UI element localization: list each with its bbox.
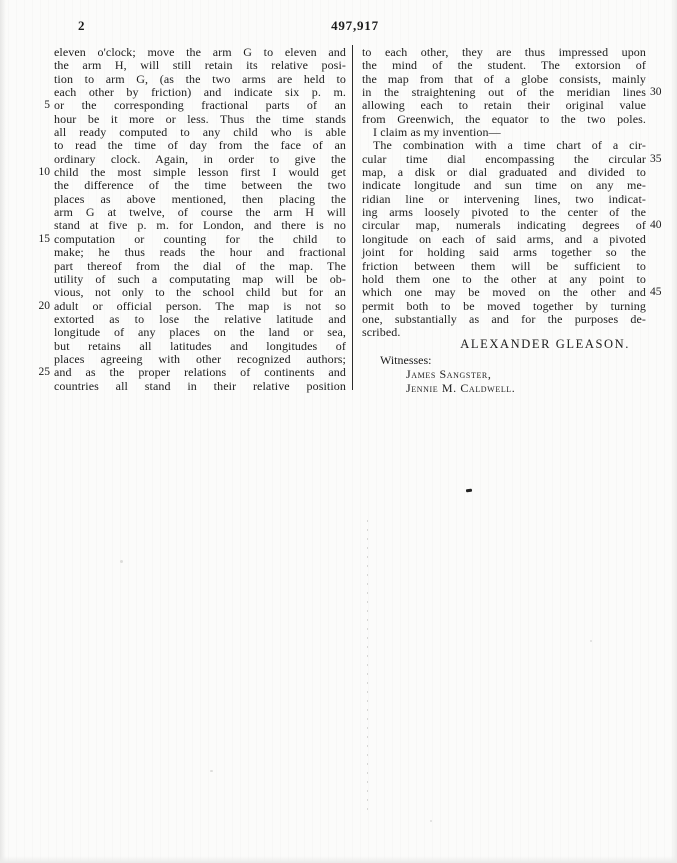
line-text: the arm H, will still retain its relative posi- <box>54 58 346 73</box>
line-text: tion to arm G, (as the two arms are held to <box>54 71 346 86</box>
text-line <box>38 165 346 180</box>
text-line <box>362 73 646 86</box>
line-text: the difference of the time between the two <box>54 178 346 193</box>
signature-block <box>362 337 646 395</box>
left-column <box>38 45 346 393</box>
text-line <box>54 206 346 219</box>
line-number: 25 <box>38 366 50 379</box>
text-line <box>362 46 646 59</box>
line-text: ordinary clock. Again, in order to give the <box>54 151 346 166</box>
text-line <box>362 151 662 166</box>
line-text: but retains all latitudes and longitudes of <box>54 338 346 353</box>
line-text: arm G at twelve, of course the arm H will <box>54 205 346 220</box>
inventor-signature: ALEXANDER GLEASON. <box>460 337 630 351</box>
line-text: ing arms loosely pivoted to the center of the <box>362 205 646 220</box>
text-line <box>38 231 346 246</box>
line-text: hold them one to the other at any point to <box>362 271 646 286</box>
line-text: cular time dial encompassing the circular <box>362 151 646 166</box>
text-line <box>362 193 646 206</box>
text-line <box>54 246 346 259</box>
scan-dust <box>430 820 432 822</box>
patent-number: 497,917 <box>331 18 379 33</box>
text-line <box>362 206 646 219</box>
line-text: countries all stand in their relative position <box>54 378 346 393</box>
line-number: 40 <box>650 219 662 232</box>
line-text: make; he thus reads the hour and fractional <box>54 245 346 260</box>
line-text: map, a disk or dial graduated and divided to <box>362 165 646 180</box>
witnesses-label: Witnesses: <box>380 353 432 367</box>
scan-dust <box>590 640 592 642</box>
right-column <box>362 45 662 340</box>
text-line <box>54 340 346 353</box>
line-text: the mind of the student. The extorsion of <box>362 58 646 73</box>
line-number: 30 <box>650 86 662 99</box>
text-line <box>54 273 346 286</box>
text-line <box>54 326 346 339</box>
witness-name: Jennie M. Caldwell. <box>406 380 516 395</box>
text-line <box>54 59 346 72</box>
text-line <box>362 260 646 273</box>
text-line <box>54 219 346 232</box>
text-line <box>44 98 346 113</box>
line-text: and as the proper relations of continents and <box>54 365 346 380</box>
scan-edge-left <box>0 0 6 863</box>
text-line <box>54 86 346 99</box>
line-text: computation or counting for the child to <box>54 231 346 246</box>
line-text: in the straightening out of the meridian lines <box>362 85 646 100</box>
line-text: one, substantially as and for the purposes de- <box>362 311 646 326</box>
scan-edge-right <box>671 0 677 863</box>
line-text: eleven o'clock; move the arm G to eleven and <box>54 45 346 59</box>
text-line <box>362 285 662 300</box>
scan-dust <box>120 560 123 563</box>
line-text: child the most simple lesson first I would get <box>54 165 346 180</box>
line-text: the map from that of a globe consists, mainly <box>362 71 646 86</box>
text-line <box>54 139 346 152</box>
text-line <box>362 113 646 126</box>
line-text: places as above mentioned, then placing the <box>54 191 346 206</box>
text-line <box>38 365 346 380</box>
text-line <box>362 99 646 112</box>
line-text: hour be it more or less. Thus the time stands <box>54 111 346 126</box>
line-number: 15 <box>38 232 50 245</box>
line-text: vious, not only to the school child but for an <box>54 285 346 300</box>
text-line <box>54 260 346 273</box>
line-text: longitude on each of said arms, and a pivoted <box>362 231 646 246</box>
line-text: to each other, they are thus impressed upon <box>362 45 646 59</box>
line-number: 20 <box>38 299 50 312</box>
text-line <box>362 246 646 259</box>
line-text: all ready computed to any child who is able <box>54 125 346 140</box>
line-text: or the corresponding fractional parts of an <box>54 98 346 113</box>
line-text: extorted as to lose the relative latitude and <box>54 311 346 326</box>
line-text: part thereof from the dial of the map. The <box>54 258 346 273</box>
scan-dust <box>210 770 213 772</box>
text-line <box>54 46 346 59</box>
line-number: 45 <box>650 286 662 299</box>
line-text: joint for holding said arms together so the <box>362 245 646 260</box>
line-text: indicate longitude and sun time on any me- <box>362 178 646 193</box>
page-number: 2 <box>78 18 85 33</box>
text-line <box>54 353 346 366</box>
line-number: 5 <box>44 99 50 112</box>
line-text: from Greenwich, the equator to the two poles. <box>362 111 646 126</box>
line-text: which one may be moved on the other and <box>362 285 646 300</box>
text-line <box>38 298 346 313</box>
text-line <box>54 380 346 393</box>
text-line <box>362 218 662 233</box>
scan-edge-bottom <box>0 856 677 863</box>
text-line <box>362 233 646 246</box>
line-text: utility of such a computating map will be ob- <box>54 271 346 286</box>
text-line <box>362 273 646 286</box>
text-line <box>362 166 646 179</box>
line-text: to read the time of day from the face of an <box>54 138 346 153</box>
text-line <box>54 153 346 166</box>
line-text: scribed. <box>362 325 401 340</box>
line-text: allowing each to retain their original value <box>362 98 646 113</box>
text-line <box>54 313 346 326</box>
text-line <box>362 300 646 313</box>
text-line <box>54 179 346 192</box>
line-text: longitude of any places on the land or sea, <box>54 325 346 340</box>
text-line <box>54 113 346 126</box>
text-line <box>362 59 646 72</box>
line-text: stand at five p. m. for London, and there is no <box>54 218 346 233</box>
line-text: each other by friction) and indicate six p. m. <box>54 85 346 100</box>
text-line <box>54 193 346 206</box>
text-line <box>362 126 646 139</box>
text-line <box>54 286 346 299</box>
text-line <box>54 73 346 86</box>
text-line <box>362 85 662 100</box>
line-text: ridian line or intervening lines, two indicat- <box>362 191 646 206</box>
line-number: 35 <box>650 152 662 165</box>
text-line <box>362 313 646 326</box>
line-text: The combination with a time chart of a cir- <box>373 138 646 153</box>
line-text: adult or official person. The map is not so <box>54 298 346 313</box>
witness-name: James Sangster, <box>406 366 492 381</box>
text-line <box>54 126 346 139</box>
line-text: permit both to be moved together by turning <box>362 298 646 313</box>
line-text: circular map, numerals indicating degrees of <box>362 218 646 233</box>
line-text: I claim as my invention— <box>373 125 501 140</box>
column-divider-rule <box>352 45 353 390</box>
text-line <box>362 139 646 152</box>
text-line <box>362 179 646 192</box>
line-number: 10 <box>38 166 50 179</box>
page-fold-dotted-line <box>367 520 368 810</box>
line-text: places agreeing with other recognized authors; <box>54 351 346 366</box>
scan-speck <box>466 489 472 493</box>
line-text: friction between them will be sufficient to <box>362 258 646 273</box>
